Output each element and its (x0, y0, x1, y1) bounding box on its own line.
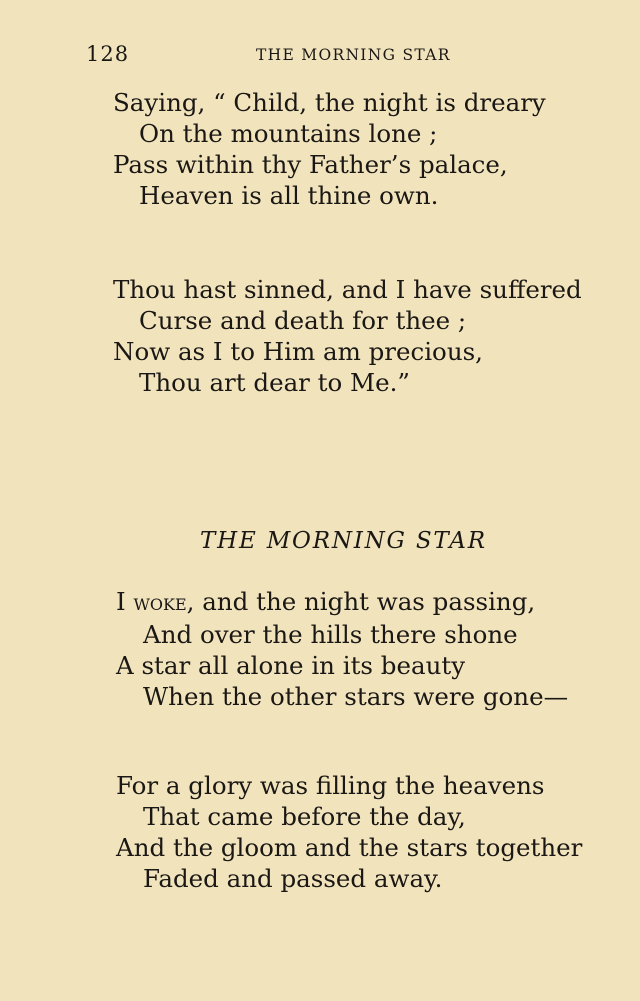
stanza (0, 87, 640, 211)
poem-line: Heaven is all thine own. (139, 181, 439, 210)
poem-line: Now as I to Him am precious, (113, 337, 483, 366)
stanza (0, 274, 640, 398)
stanza (0, 770, 640, 894)
page-number: 128 (86, 42, 130, 66)
first-line-smallcaps: woke (133, 590, 187, 616)
poem-line: And over the hills there shone (143, 620, 518, 649)
first-line-initial: I (116, 587, 134, 616)
poem-first-line (116, 586, 640, 619)
running-header: THE MORNING STAR (256, 46, 451, 64)
poem-line: Pass within thy Father’s palace, (113, 150, 508, 179)
poem-line: Faded and passed away. (143, 864, 443, 893)
poem-line: And the gloom and the stars together (116, 833, 583, 862)
poem-line: When the other stars were gone— (143, 682, 569, 711)
poem-line: On the mountains lone ; (139, 119, 438, 148)
poem-line: Saying, “ Child, the night is dreary (113, 88, 546, 117)
poem-line: Curse and death for thee ; (139, 306, 467, 335)
poem-title: THE MORNING STAR (200, 528, 487, 554)
stanza (0, 586, 640, 712)
poem-line: That came before the day, (143, 802, 466, 831)
poem-line: A star all alone in its beauty (116, 651, 466, 680)
poem-line: For a glory was filling the heavens (116, 771, 545, 800)
first-line-rest: , and the night was passing, (186, 587, 536, 616)
poem-line: Thou art dear to Me.” (139, 368, 410, 397)
poem-line: Thou hast sinned, and I have suffered (113, 275, 582, 304)
